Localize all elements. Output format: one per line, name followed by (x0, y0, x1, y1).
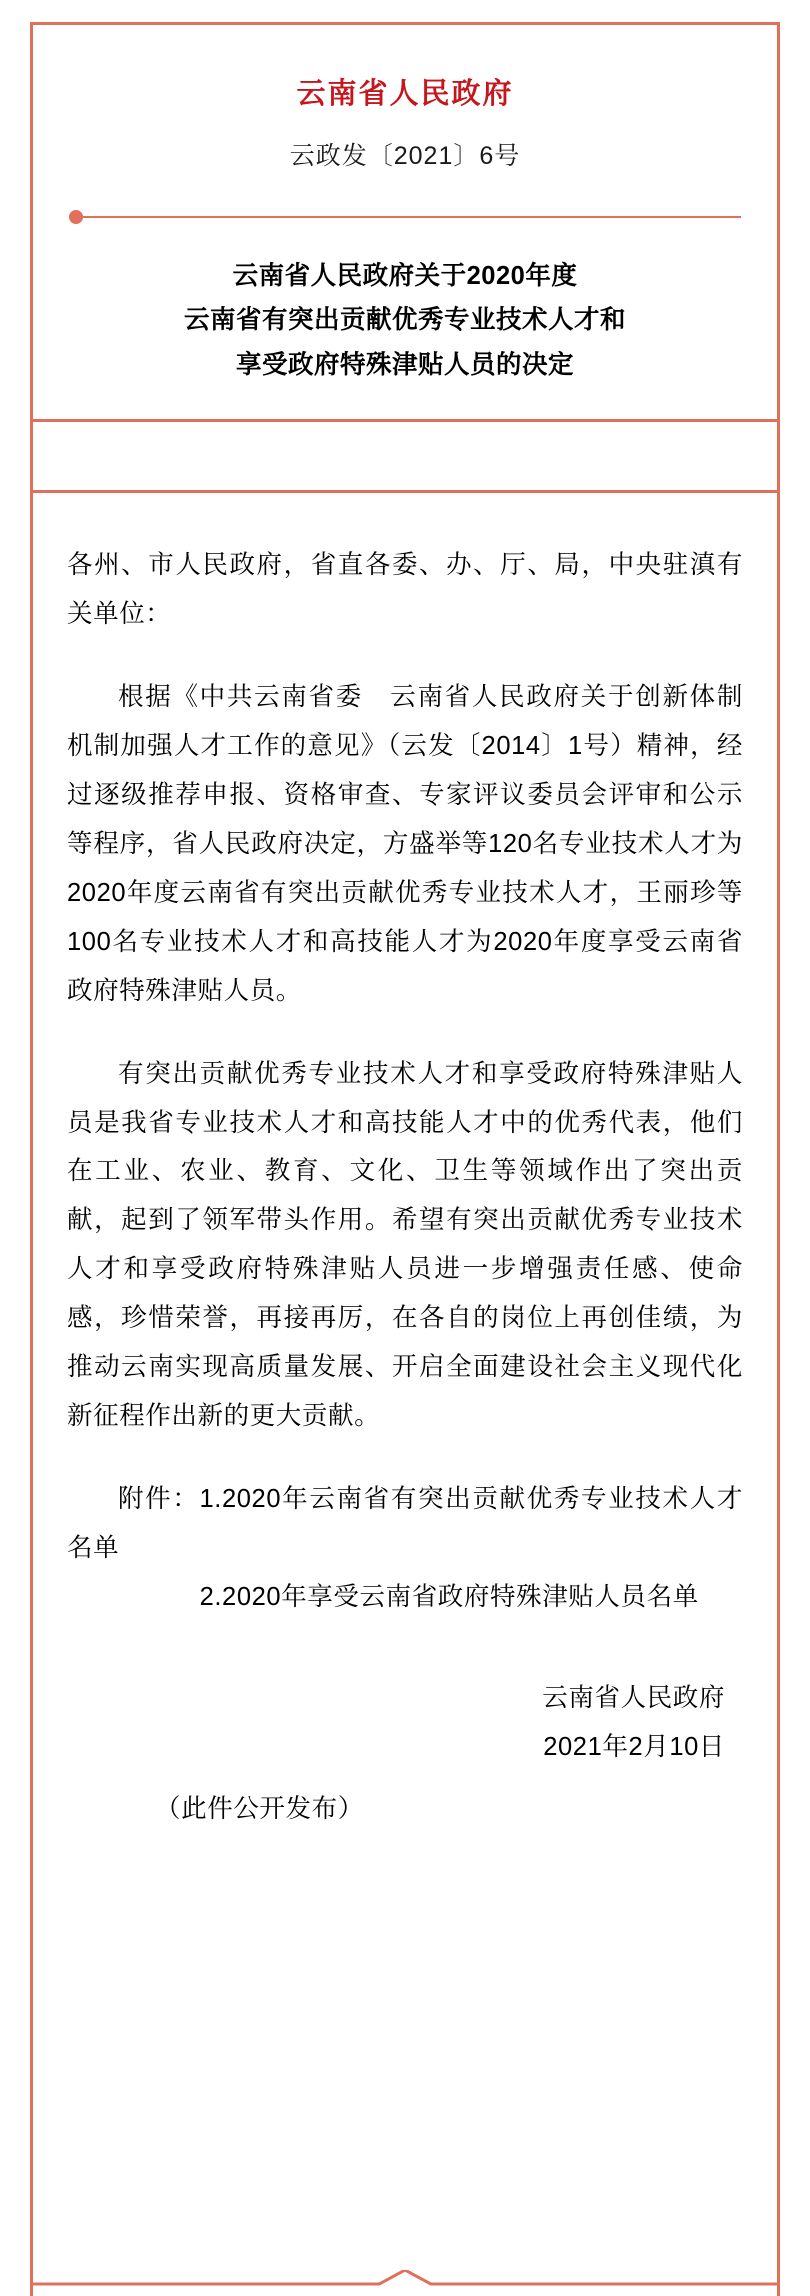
document-header-box (30, 22, 780, 422)
salutation: 各州、市人民政府，省直各委、办、厅、局，中央驻滇有关单位： (67, 551, 743, 628)
signature-date: 2021年2月10日 (543, 1732, 725, 1761)
frame-bottom-edge (30, 2270, 780, 2296)
attachment-line-1: 附件：1.2020年云南省有突出贡献优秀专业技术人才名单 (67, 1485, 743, 1563)
signature-issuer: 云南省人民政府 (542, 1684, 725, 1713)
rule-line (77, 216, 741, 218)
page-title-line-1: 云南省人民政府关于2020年度 (232, 261, 578, 290)
rule-dot-icon (69, 210, 83, 224)
page-title-line-2: 云南省有突出贡献优秀专业技术人才和 (183, 306, 626, 335)
signature-block (67, 1674, 743, 1771)
frame-bottom-notch-icon (30, 2270, 780, 2296)
body-paragraph-2: 有突出贡献优秀专业技术人才和享受政府特殊津贴人员是我省专业技术人才和高技能人才中的优秀代表，他们在工业、农业、教育、文化、卫生等领域作出了突出贡献，起到了领军带头作用。希望有突出贡献优秀专业技术人才和享受政府特殊津贴人员进一步增强责任感、使命感，珍惜荣誉，再接再厉，在各自的岗位上再创佳绩，为推动云南实现高质量发展、开启全面建设社会主义现代化新征程作出新的更大贡献。 (67, 1059, 743, 1431)
document-body-box (30, 490, 780, 2296)
decorative-rule (69, 210, 741, 224)
attachment-line-2: 2.2020年享受云南省政府特殊津贴人员名单 (199, 1583, 699, 1612)
issuing-agency-title: 云南省人民政府 (296, 78, 514, 110)
document-number: 云政发〔2021〕6号 (289, 141, 521, 170)
page-title (69, 254, 741, 388)
public-release-note: （此件公开发布） (155, 1794, 364, 1823)
body-paragraph-1: 根据《中共云南省委 云南省人民政府关于创新体制机制加强人才工作的意见》（云发〔2014〕1号）精神，经过逐级推荐申报、资格审查、专家评议委员会评审和公示等程序，省人民政府决定，方盛举等120名专业技术人才为2020年度云南省有突出贡献优秀专业技术人才，王丽珍等100名专业技术人才和高技能人才为2020年度享受云南省政府特殊津贴人员。 (67, 682, 743, 1005)
page-title-line-3: 享受政府特殊津贴人员的决定 (235, 351, 574, 380)
document-body-text (67, 541, 743, 1834)
